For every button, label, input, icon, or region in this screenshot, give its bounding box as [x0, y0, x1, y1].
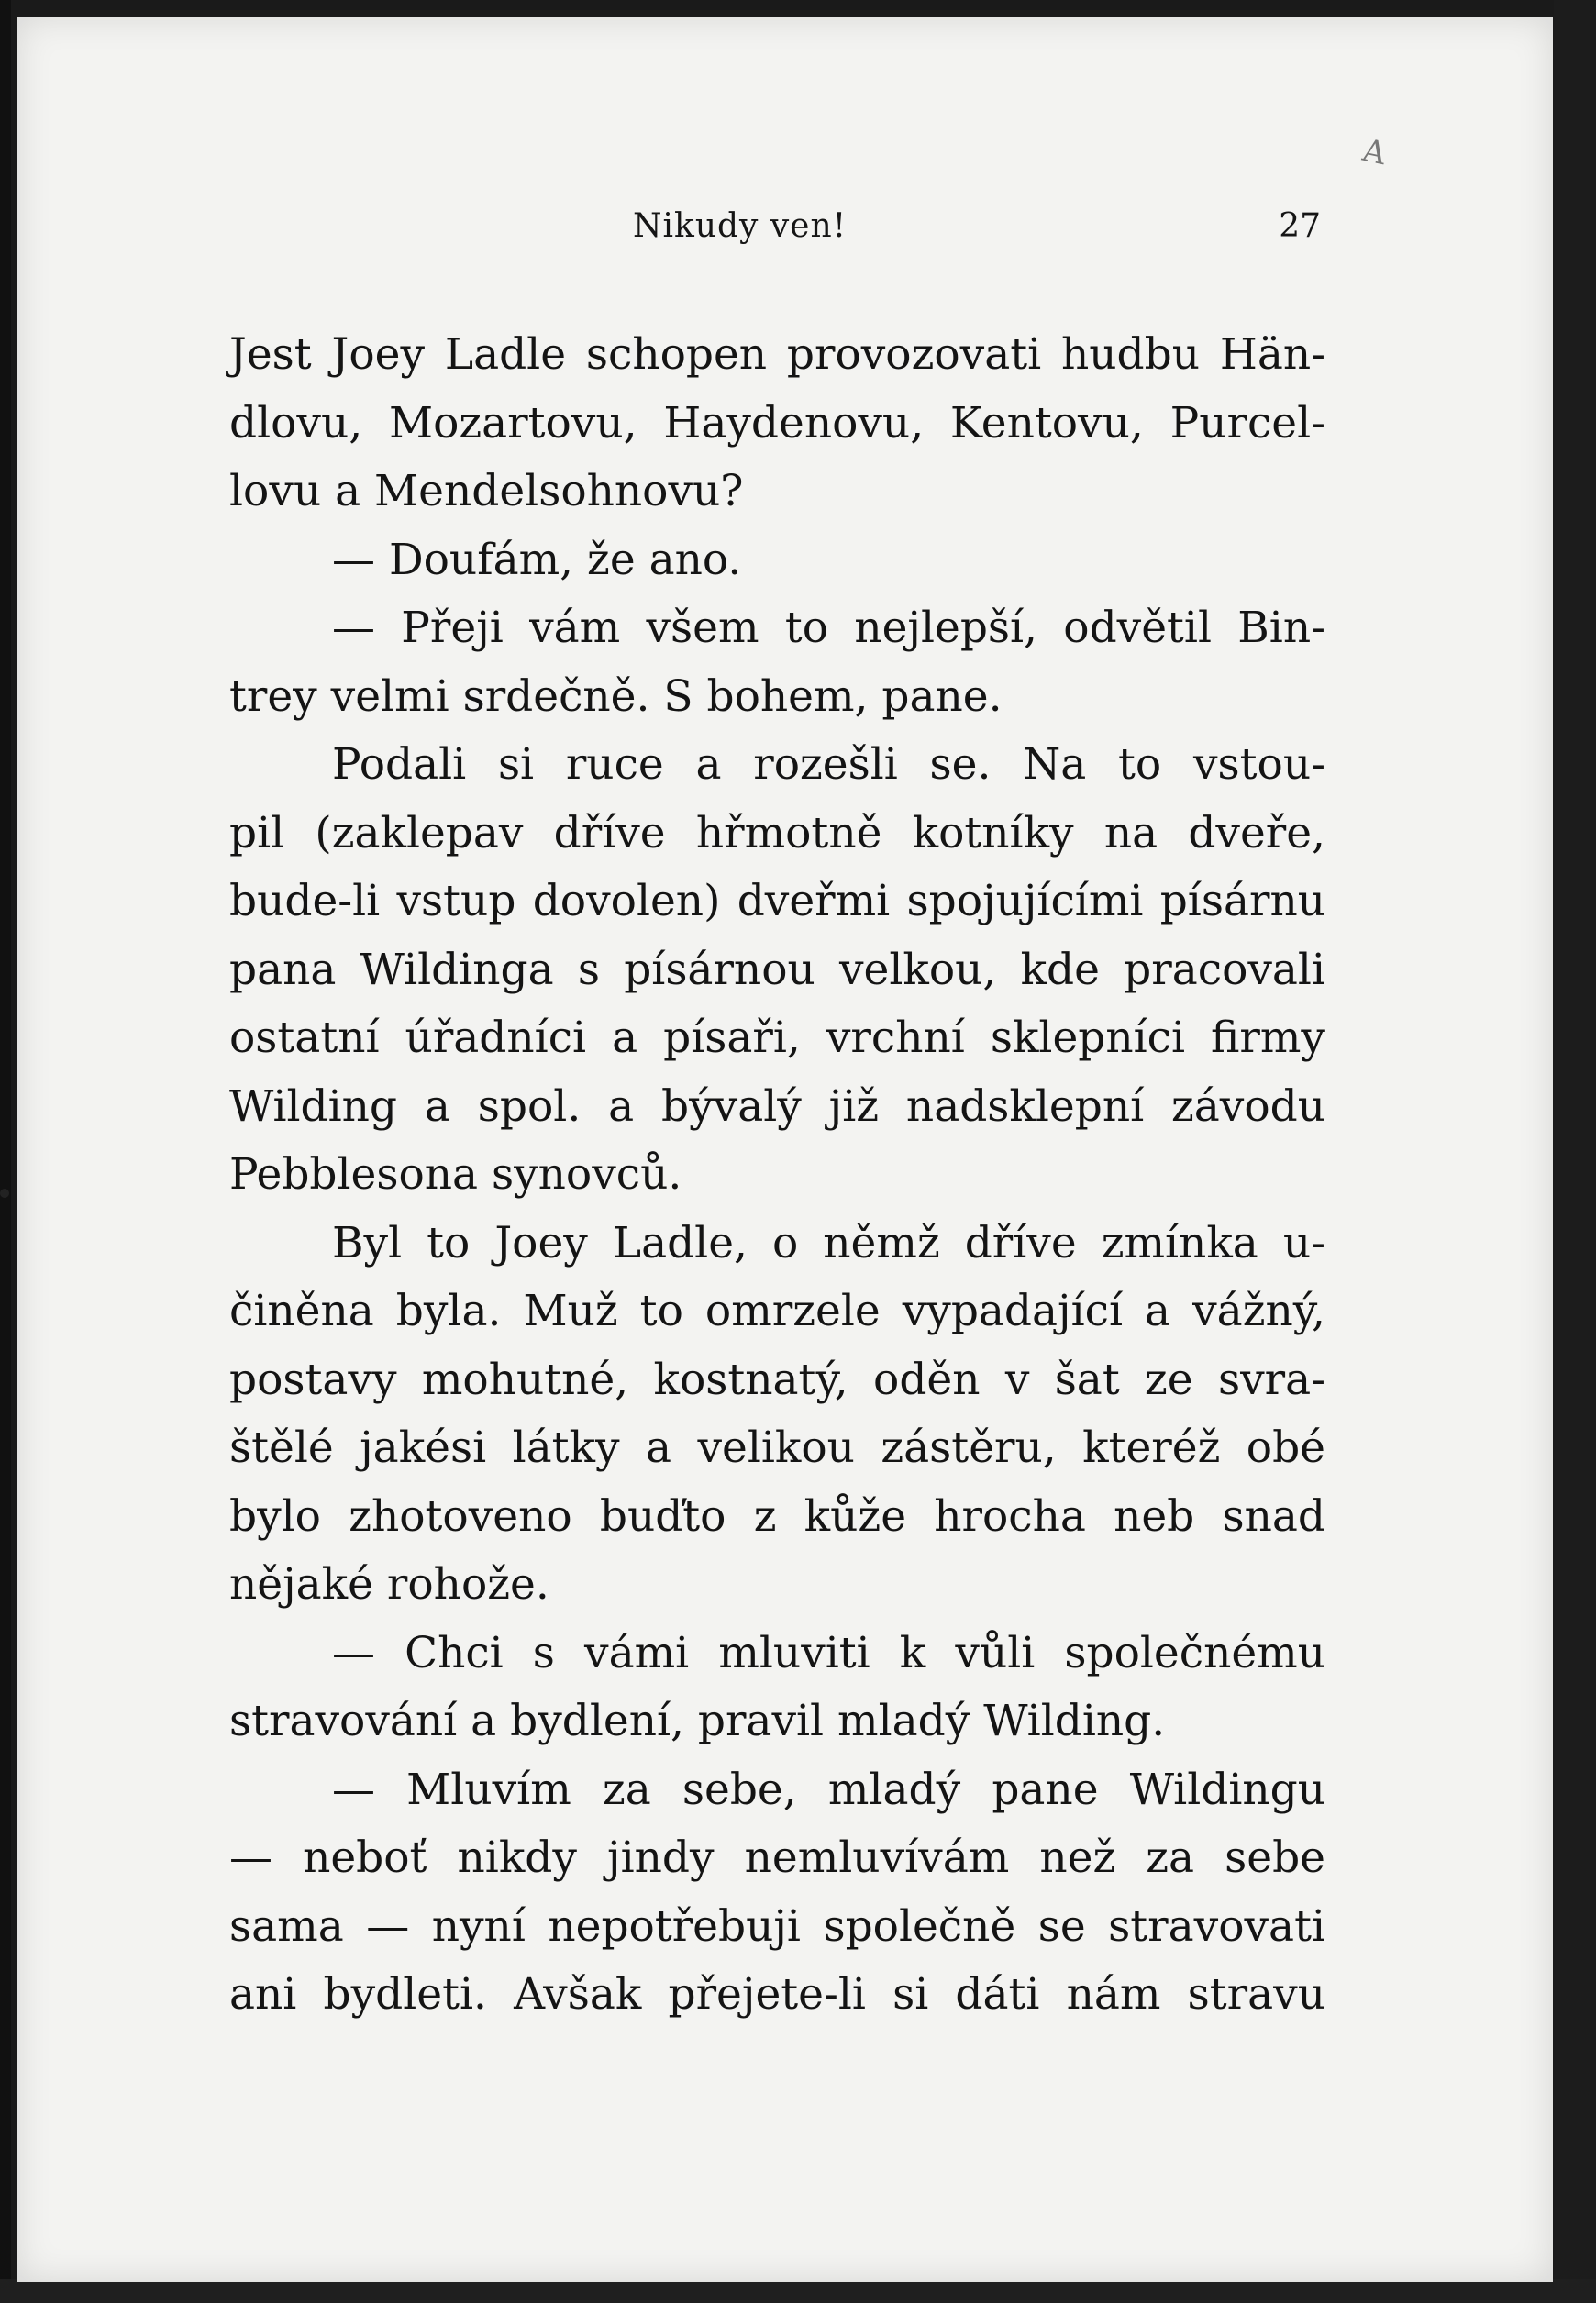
scan-bottom-edge [0, 2279, 1596, 2303]
margin-pencil-mark: A [1359, 131, 1390, 173]
text-line: lovu a Mendelsohnovu? [229, 466, 744, 516]
page-header [633, 193, 1321, 248]
body-text [229, 321, 1325, 2030]
running-title: Nikudy ven! [633, 207, 848, 245]
text-line: stravování a bydlení, pravil mladý Wilding. [229, 1696, 1166, 1746]
text-line: — neboť nikdy jindy nemluvívám než za sebe [229, 1832, 1325, 1883]
text-line: Podali si ruce a rozešli se. Na to vstou- [332, 739, 1325, 790]
text-line: Pebblesona synovců. [229, 1149, 682, 1200]
text-line: bylo zhotoveno buďto z kůže hrocha neb snad [229, 1490, 1325, 1542]
text-line: Jest Joey Ladle schopen provozovati hudbu Hän- [229, 329, 1325, 380]
text-line: sama — nyní nepotřebuji společně se stravovati [229, 1900, 1325, 1952]
text-line: pana Wildinga s písárnou velkou, kde pracovali [229, 944, 1325, 995]
text-line: pil (zaklepav dříve hřmotně kotníky na dveře, [229, 807, 1325, 858]
page-number: 27 [1279, 207, 1321, 245]
text-line: Byl to Joey Ladle, o němž dříve zmínka u- [332, 1217, 1325, 1268]
text-line: nějaké rohože. [229, 1559, 549, 1610]
text-line: štělé jakési látky a velikou zástěru, kteréž obé [229, 1423, 1325, 1473]
text-line: ostatní úřadníci a písaři, vrchní sklepníci firmy [229, 1013, 1325, 1063]
text-line: Wilding a spol. a bývalý již nadsklepní závodu [229, 1080, 1325, 1132]
text-line: trey velmi srdečně. S bohem, pane. [229, 670, 1003, 722]
text-line: — Chci s vámi mluviti k vůli společnému [332, 1627, 1325, 1678]
scan-speck [0, 1189, 9, 1198]
text-line: — Přeji vám všem to nejlepší, odvětil Bin- [332, 603, 1325, 653]
text-line: dlovu, Mozartovu, Haydenovu, Kentovu, Purcel- [229, 397, 1325, 448]
text-line: — Doufám, že ano. [332, 534, 742, 585]
text-line: postavy mohutné, kostnatý, oděn v šat ze svra- [229, 1354, 1325, 1405]
text-line: činěna byla. Muž to omrzele vypadající a vážný, [229, 1286, 1325, 1336]
scan-right-edge [1554, 0, 1596, 2303]
text-line: ani bydleti. Avšak přejete-li si dáti nám stravu [229, 1969, 1325, 2020]
text-line: bude-li vstup dovolen) dveřmi spojujícími písárnu [229, 876, 1325, 926]
text-line: — Mluvím za sebe, mladý pane Wildingu [332, 1764, 1325, 1815]
book-page [17, 17, 1553, 2282]
scan-left-edge [0, 0, 11, 2303]
